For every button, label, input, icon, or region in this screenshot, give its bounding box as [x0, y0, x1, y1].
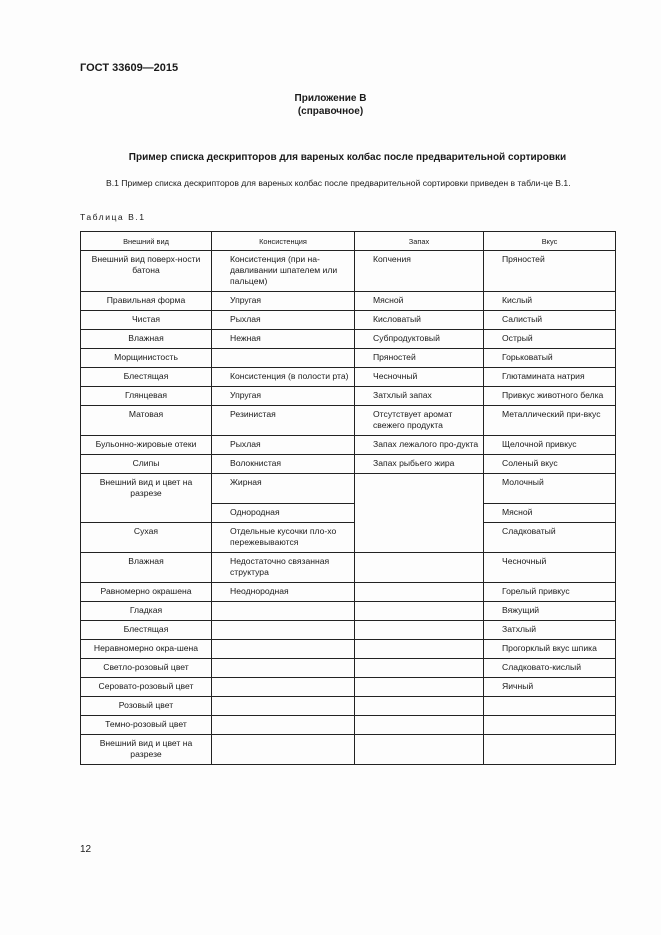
- cell-smell: Пряностей: [355, 349, 484, 368]
- cell-smell: [355, 696, 484, 715]
- cell-taste: Затхлый: [484, 620, 616, 639]
- cell-consistency: Резинистая: [212, 406, 355, 436]
- cell-smell: Мясной: [355, 292, 484, 311]
- cell-appearance: Блестящая: [81, 368, 212, 387]
- cell-smell: [355, 658, 484, 677]
- document-code: ГОСТ 33609—2015: [80, 62, 179, 74]
- table-row: [81, 474, 616, 504]
- cell-taste: [484, 715, 616, 734]
- table-row: [81, 368, 616, 387]
- cell-consistency: Недостаточно связанная структура: [212, 552, 355, 582]
- cell-appearance: Чистая: [81, 311, 212, 330]
- cell-consistency: Рыхлая: [212, 311, 355, 330]
- column-header-taste: Вкус: [484, 232, 616, 251]
- cell-appearance: Темно-розовый цвет: [81, 715, 212, 734]
- cell-taste: Прогорклый вкус шпика: [484, 639, 616, 658]
- table-row: [81, 715, 616, 734]
- cell-appearance: Блестящая: [81, 620, 212, 639]
- table-body: [81, 251, 616, 765]
- table-row: [81, 330, 616, 349]
- cell-smell: [355, 734, 484, 764]
- cell-appearance: Слипы: [81, 455, 212, 474]
- page-number: 12: [80, 844, 92, 855]
- table-row: [81, 455, 616, 474]
- cell-taste: Сладковато-кислый: [484, 658, 616, 677]
- table-caption: Таблица В.1: [80, 212, 146, 222]
- cell-appearance: Морщинистость: [81, 349, 212, 368]
- cell-smell: [355, 620, 484, 639]
- cell-consistency: [212, 734, 355, 764]
- cell-smell: [355, 522, 484, 552]
- cell-consistency: Жирная: [212, 474, 355, 504]
- cell-appearance: Сухая: [81, 522, 212, 552]
- cell-smell: Затхлый запах: [355, 387, 484, 406]
- cell-consistency: [212, 639, 355, 658]
- table-row: [81, 436, 616, 455]
- cell-consistency: Консистенция (в полости рта): [212, 368, 355, 387]
- table-row: [81, 620, 616, 639]
- table-row: [81, 582, 616, 601]
- cell-smell: Субпродуктовый: [355, 330, 484, 349]
- cell-appearance: Внешний вид поверх-ности батона: [81, 251, 212, 292]
- cell-consistency: Консистенция (при на-давливании шпателем или пальцем): [212, 251, 355, 292]
- cell-appearance: Розовый цвет: [81, 696, 212, 715]
- table-row: [81, 311, 616, 330]
- cell-smell: Кисловатый: [355, 311, 484, 330]
- cell-smell: [355, 503, 484, 522]
- cell-taste: [484, 696, 616, 715]
- table-row: [81, 677, 616, 696]
- cell-appearance: Внешний вид и цвет на разрезе: [81, 474, 212, 504]
- table-row: [81, 552, 616, 582]
- cell-smell: [355, 677, 484, 696]
- cell-consistency: Упругая: [212, 387, 355, 406]
- cell-consistency: Упругая: [212, 292, 355, 311]
- cell-consistency: Рыхлая: [212, 436, 355, 455]
- table-row: [81, 601, 616, 620]
- table-row: [81, 734, 616, 764]
- table-header-row: [81, 232, 616, 251]
- cell-consistency: [212, 677, 355, 696]
- table-row: [81, 522, 616, 552]
- cell-appearance: Светло-розовый цвет: [81, 658, 212, 677]
- appendix-title: Приложение В: [294, 93, 367, 104]
- cell-smell: Чесночный: [355, 368, 484, 387]
- table-row: [81, 406, 616, 436]
- cell-appearance: Влажная: [81, 552, 212, 582]
- cell-taste: Металлический при-вкус: [484, 406, 616, 436]
- cell-appearance: Гладкая: [81, 601, 212, 620]
- cell-appearance: [81, 503, 212, 522]
- table-row: [81, 349, 616, 368]
- cell-consistency: [212, 349, 355, 368]
- intro-paragraph: В.1 Пример списка дескрипторов для вареных колбас после предварительной сортировки приведен в табли-це В.1.: [106, 178, 571, 188]
- cell-smell: [355, 582, 484, 601]
- cell-taste: Вяжущий: [484, 601, 616, 620]
- section-heading: Пример списка дескрипторов для вареных колбас после предварительной сортировки: [128, 152, 567, 163]
- table-row: [81, 639, 616, 658]
- cell-smell: [355, 552, 484, 582]
- cell-consistency: Неоднородная: [212, 582, 355, 601]
- cell-appearance: Равномерно окрашена: [81, 582, 212, 601]
- cell-consistency: [212, 620, 355, 639]
- cell-appearance: Влажная: [81, 330, 212, 349]
- cell-taste: [484, 734, 616, 764]
- appendix-heading: [0, 92, 661, 118]
- cell-appearance: Неравномерно окра-шена: [81, 639, 212, 658]
- table-row: [81, 658, 616, 677]
- cell-consistency: [212, 715, 355, 734]
- column-header-appearance: Внешний вид: [81, 232, 212, 251]
- column-header-consistency: Консистенция: [212, 232, 355, 251]
- cell-taste: Кислый: [484, 292, 616, 311]
- column-header-smell: Запах: [355, 232, 484, 251]
- table-row: [81, 696, 616, 715]
- cell-appearance: Глянцевая: [81, 387, 212, 406]
- cell-consistency: Однородная: [212, 503, 355, 522]
- cell-smell: Отсутствует аромат свежего продукта: [355, 406, 484, 436]
- cell-appearance: Серовато-розовый цвет: [81, 677, 212, 696]
- cell-consistency: Отдельные кусочки пло-хо пережевываются: [212, 522, 355, 552]
- cell-appearance: Внешний вид и цвет на разрезе: [81, 734, 212, 764]
- cell-taste: Сладковатый: [484, 522, 616, 552]
- descriptor-table: [80, 231, 616, 765]
- cell-taste: Глютамината натрия: [484, 368, 616, 387]
- table-row: [81, 292, 616, 311]
- table-row: [81, 387, 616, 406]
- cell-smell: Запах рыбьего жира: [355, 455, 484, 474]
- cell-taste: Салистый: [484, 311, 616, 330]
- cell-consistency: [212, 658, 355, 677]
- cell-taste: Острый: [484, 330, 616, 349]
- cell-taste: Яичный: [484, 677, 616, 696]
- cell-appearance: Бульонно-жировые отеки: [81, 436, 212, 455]
- cell-consistency: Нежная: [212, 330, 355, 349]
- table-row: [81, 503, 616, 522]
- cell-taste: Соленый вкус: [484, 455, 616, 474]
- cell-consistency: [212, 601, 355, 620]
- cell-smell: [355, 639, 484, 658]
- cell-taste: Мясной: [484, 503, 616, 522]
- cell-consistency: Волокнистая: [212, 455, 355, 474]
- cell-taste: Горелый привкус: [484, 582, 616, 601]
- cell-appearance: Правильная форма: [81, 292, 212, 311]
- cell-consistency: [212, 696, 355, 715]
- cell-appearance: Матовая: [81, 406, 212, 436]
- cell-taste: Пряностей: [484, 251, 616, 292]
- cell-smell: [355, 474, 484, 504]
- cell-smell: [355, 715, 484, 734]
- cell-smell: Запах лежалого про-дукта: [355, 436, 484, 455]
- cell-taste: Горьковатый: [484, 349, 616, 368]
- appendix-subtitle: (справочное): [297, 106, 364, 117]
- cell-taste: Чесночный: [484, 552, 616, 582]
- cell-taste: Молочный: [484, 474, 616, 504]
- cell-taste: Щелочной привкус: [484, 436, 616, 455]
- table-row: [81, 251, 616, 292]
- cell-smell: [355, 601, 484, 620]
- cell-taste: Привкус животного белка: [484, 387, 616, 406]
- cell-smell: Копчения: [355, 251, 484, 292]
